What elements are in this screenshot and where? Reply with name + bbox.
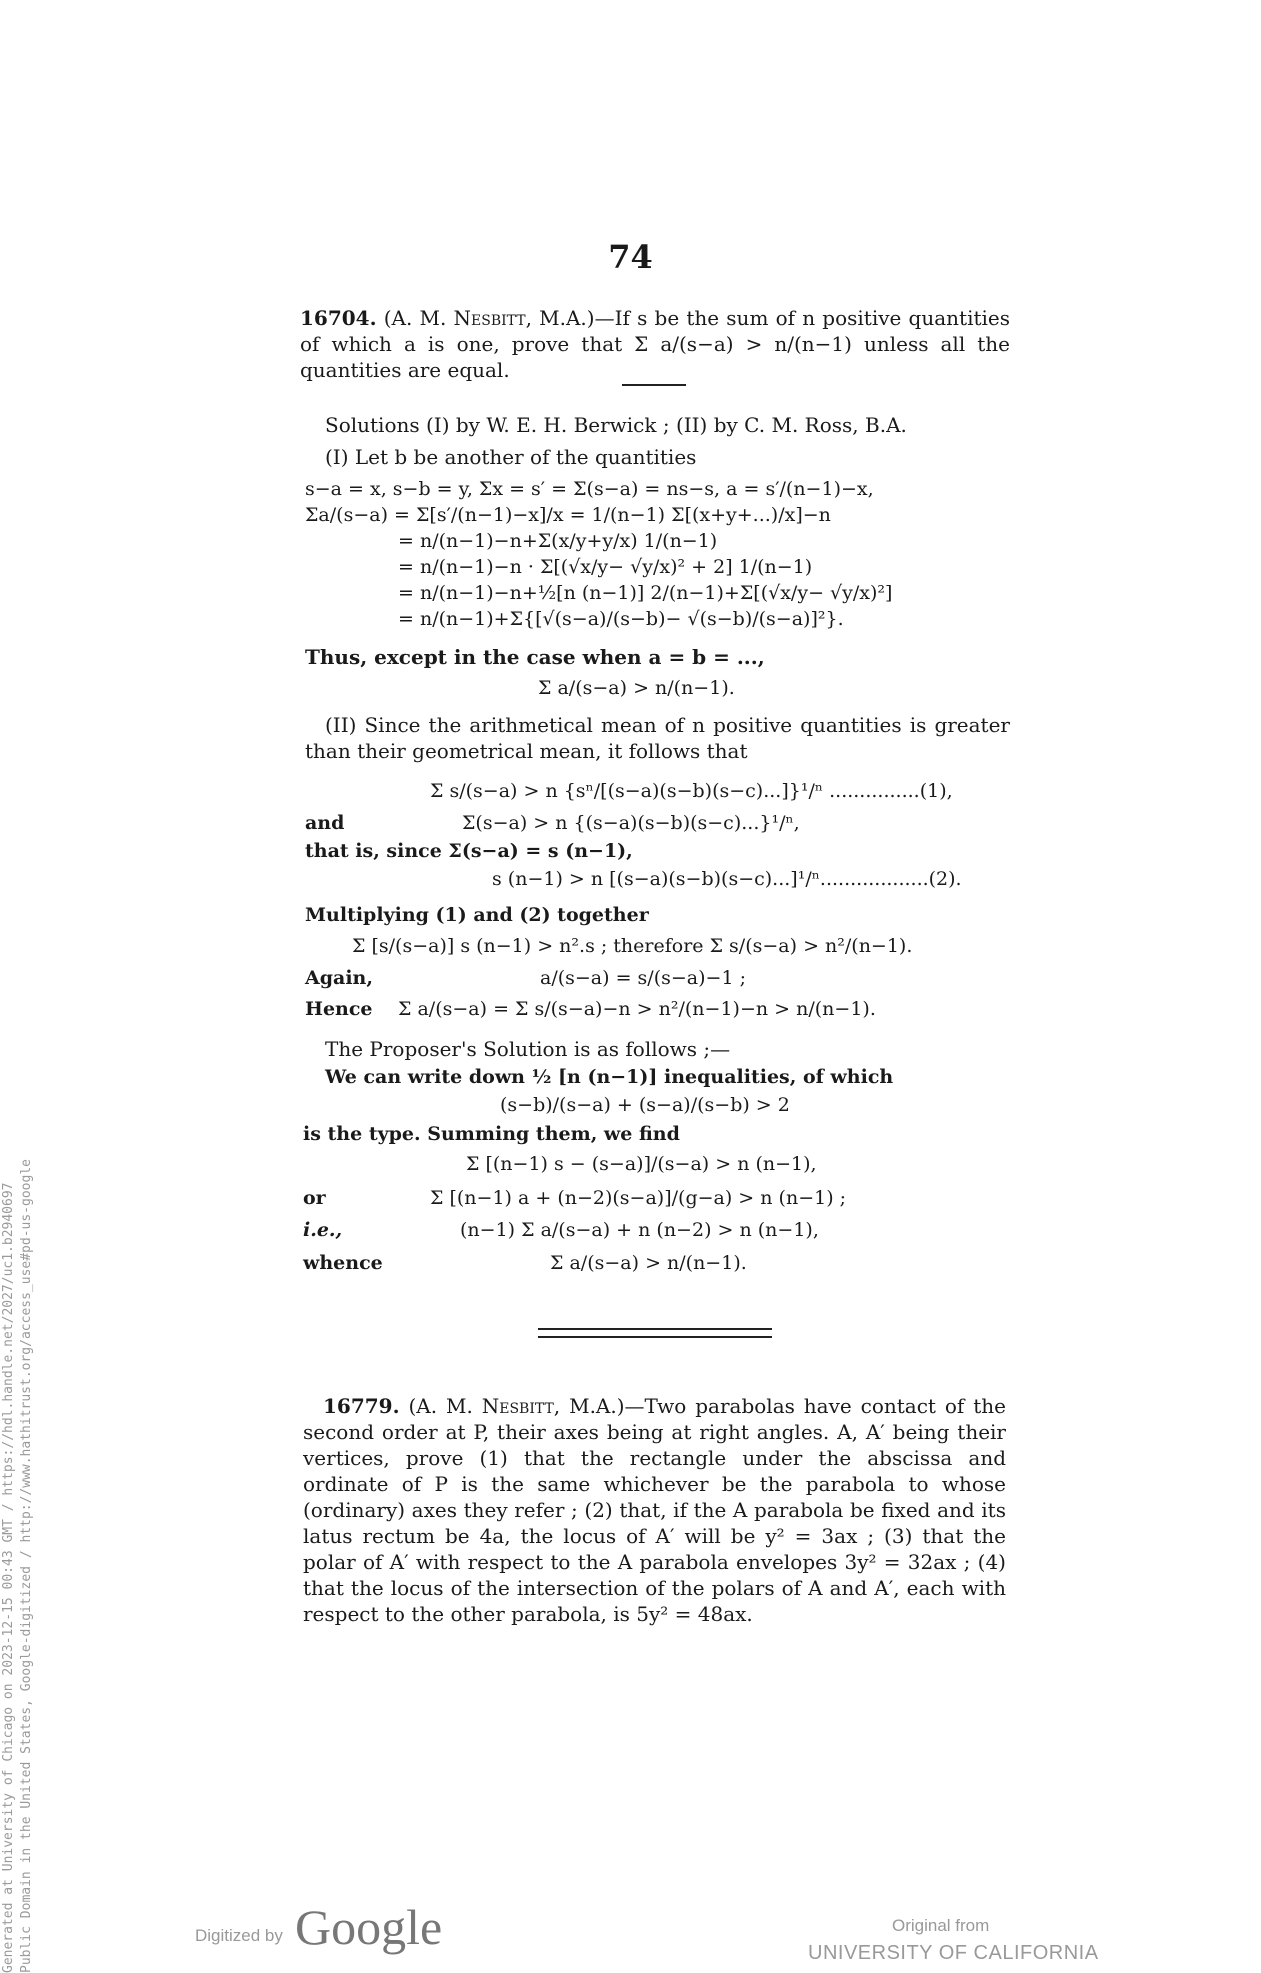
equation-label: Multiplying (1) and (2) together bbox=[305, 904, 649, 926]
equation-line: s−a = x, s−b = y, Σx = s′ = Σ(s−a) = ns−s, a = s′/(n−1)−x, bbox=[305, 478, 874, 500]
problem-text: —If s be the sum of n positive quantities of which a is one, prove that Σ a/(s−a) > n/(n−1) unless all the quantities are equal. bbox=[300, 306, 1010, 382]
equation-label: that is, since Σ(s−a) = s (n−1), bbox=[305, 840, 633, 862]
digitized-by-label: Digitized by bbox=[195, 1926, 283, 1945]
equation-line: = n/(n−1)−n+½[n (n−1)] 2/(n−1)+Σ[(√x/y− √y/x)²] bbox=[398, 582, 893, 604]
equation-line: (n−1) Σ a/(s−a) + n (n−2) > n (n−1), bbox=[460, 1219, 819, 1241]
equation-line: s (n−1) > n [(s−a)(s−b)(s−c)...]¹/ⁿ..................(2). bbox=[492, 868, 962, 890]
equation-label: and bbox=[305, 812, 345, 834]
problem-16779-statement bbox=[303, 1393, 1006, 1627]
problem-number: 16779. bbox=[323, 1394, 400, 1418]
section-divider bbox=[538, 1328, 772, 1338]
equation-line: Σ [(n−1) s − (s−a)]/(s−a) > n (n−1), bbox=[466, 1153, 817, 1175]
equation-line: Σ a/(s−a) = Σ s/(s−a)−n > n²/(n−1)−n > n/(n−1). bbox=[398, 998, 876, 1020]
side-watermark bbox=[0, 973, 40, 1973]
equation-line: Σ(s−a) > n {(s−a)(s−b)(s−c)...}¹/ⁿ, bbox=[462, 812, 800, 834]
solutions-header: Solutions (I) by W. E. H. Berwick ; (II) by C. M. Ross, B.A. bbox=[325, 413, 907, 437]
equation-line: = n/(n−1)−n · Σ[(√x/y− √y/x)² + 2] 1/(n−1) bbox=[398, 556, 813, 578]
equation-label: Hence bbox=[305, 998, 373, 1020]
watermark-line-1: Generated at University of Chicago on 2023-12-15 00:43 GMT / https://hdl.handle.net/2027/uc1.b2940697 bbox=[1, 1182, 16, 1973]
solution-1-intro: (I) Let b be another of the quantities bbox=[325, 445, 697, 469]
institution-label: UNIVERSITY OF CALIFORNIA bbox=[808, 1942, 1099, 1964]
proposer-line: The Proposer's Solution is as follows ;— bbox=[325, 1037, 731, 1061]
equation-line: = n/(n−1)+Σ{[√(s−a)/(s−b)− √(s−b)/(s−a)]²}. bbox=[398, 608, 844, 630]
page-number: 74 bbox=[608, 238, 653, 276]
equation-label: or bbox=[303, 1187, 326, 1209]
problem-author: (A. M. Nesbitt, M.A.) bbox=[408, 1394, 625, 1418]
equation-line: Σ s/(s−a) > n {sⁿ/[(s−a)(s−b)(s−c)...]}¹/ⁿ ...............(1), bbox=[430, 780, 953, 802]
equation-line: a/(s−a) = s/(s−a)−1 ; bbox=[540, 967, 746, 989]
solution-2-paragraph: (II) Since the arithmetical mean of n positive quantities is greater than their geometrical mean, it follows that bbox=[305, 713, 1010, 763]
thus-line: Thus, except in the case when a = b = ..., bbox=[305, 645, 765, 669]
equation-line: Σ [s/(s−a)] s (n−1) > n².s ; therefore Σ s/(s−a) > n²/(n−1). bbox=[352, 935, 913, 957]
problem-number: 16704. bbox=[300, 306, 377, 330]
watermark-line-2: Public Domain in the United States, Google-digitized / http://www.hathitrust.org/access_use#pd-us-google bbox=[19, 1159, 34, 1973]
solution-2-text bbox=[305, 712, 1010, 764]
short-rule bbox=[622, 384, 686, 386]
equation-line: (s−b)/(s−a) + (s−a)/(s−b) > 2 bbox=[500, 1094, 790, 1116]
problem-16704-statement bbox=[300, 305, 1010, 383]
google-logo: Google bbox=[295, 1899, 443, 1955]
original-from-label: Original from bbox=[892, 1916, 990, 1935]
problem-author: (A. M. Nesbitt, M.A.) bbox=[383, 306, 595, 330]
equation-label: We can write down ½ [n (n−1)] inequalities, of which bbox=[325, 1066, 894, 1088]
equation-label: Again, bbox=[305, 967, 373, 989]
equation-label: is the type. Summing them, we find bbox=[303, 1123, 680, 1145]
equation-line: Σa/(s−a) = Σ[s′/(n−1)−x]/x = 1/(n−1) Σ[(x+y+...)/x]−n bbox=[305, 504, 831, 526]
equation-label: i.e., bbox=[303, 1219, 343, 1241]
equation-line: Σ [(n−1) a + (n−2)(s−a)]/(g−a) > n (n−1) ; bbox=[430, 1187, 847, 1209]
problem-text: —Two parabolas have contact of the second order at P, their axes being at right angles. A, A′ being their vertices, prove (1) that the rectangle under the abscissa and ordinate of P is the same whichever be the parabola to whose (ordinary) axes they refer ; (2) that, if the A parabola be fixed and its latus rectum be 4a, the locus of A′ will be y² = 3ax ; (3) that the polar of A′ with respect to the A parabola envelopes 3y² = 32ax ; (4) that the locus of the intersection of the polars of A and A′, each with respect to the other parabola, is 5y² = 48ax. bbox=[303, 1394, 1007, 1626]
thus-result: Σ a/(s−a) > n/(n−1). bbox=[538, 677, 735, 699]
equation-label: whence bbox=[303, 1252, 383, 1274]
equation-line: Σ a/(s−a) > n/(n−1). bbox=[550, 1252, 747, 1274]
equation-line: = n/(n−1)−n+Σ(x/y+y/x) 1/(n−1) bbox=[398, 530, 718, 552]
